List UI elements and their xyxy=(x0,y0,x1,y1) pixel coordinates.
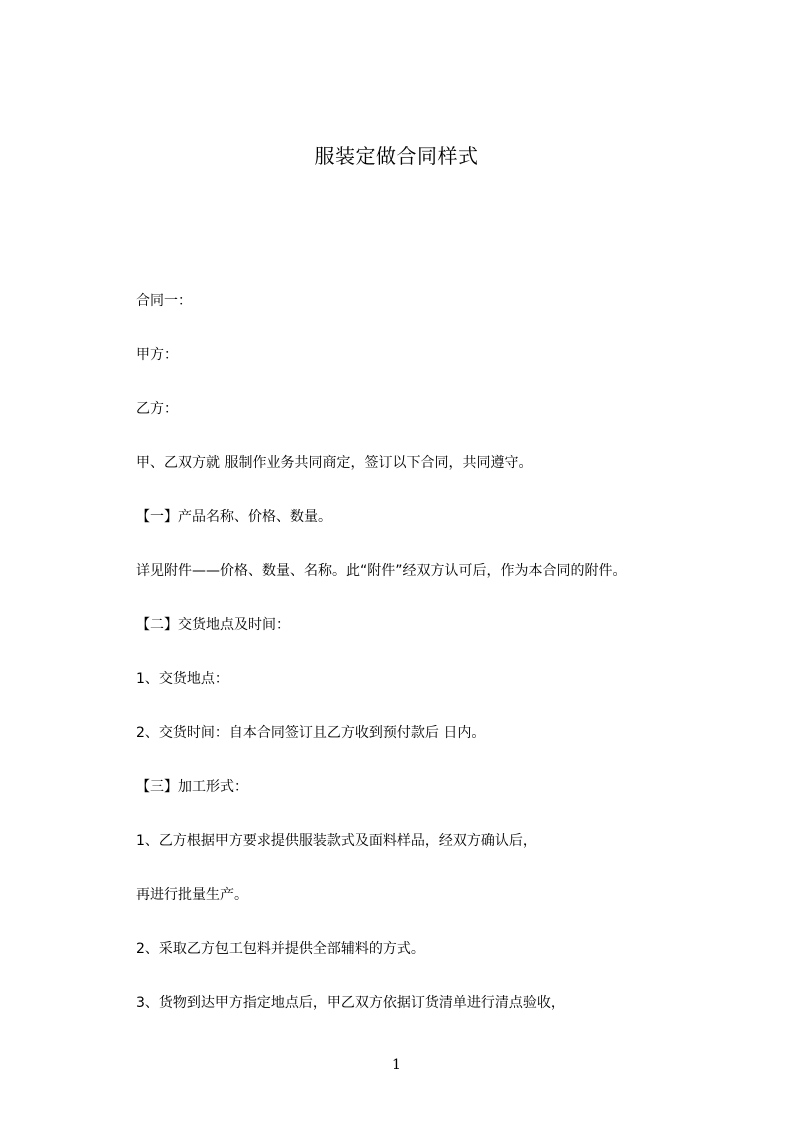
section-heading-2: 【二】交货地点及时间： xyxy=(136,617,290,633)
paragraph-delivery-place: 1、交货地点： xyxy=(136,671,229,687)
page-number: 1 xyxy=(392,1057,401,1073)
paragraph-processing-2: 2、采取乙方包工包料并提供全部辅料的方式。 xyxy=(136,941,425,957)
section-heading-3: 【三】加工形式： xyxy=(136,779,248,795)
paragraph-agreement: 甲、乙双方就 服制作业务共同商定，签订以下合同，共同遵守。 xyxy=(136,455,533,471)
paragraph-processing-1: 1、乙方根据甲方要求提供服装款式及面料样品，经双方确认后， xyxy=(136,833,537,849)
section-heading-1: 【一】产品名称、价格、数量。 xyxy=(136,509,332,525)
paragraph-party-b: 乙方： xyxy=(136,401,178,417)
document-title: 服装定做合同样式 xyxy=(314,144,479,168)
paragraph-party-a: 甲方： xyxy=(136,347,178,363)
paragraph-processing-1-cont: 再进行批量生产。 xyxy=(136,887,248,903)
paragraph-contract-label: 合同一： xyxy=(136,293,192,309)
paragraph-delivery-time: 2、交货时间：自本合同签订且乙方收到预付款后 日内。 xyxy=(136,725,486,741)
paragraph-attachment: 详见附件——价格、数量、名称。此“附件”经双方认可后，作为本合同的附件。 xyxy=(136,563,627,579)
paragraph-processing-3: 3、货物到达甲方指定地点后，甲乙双方依据订货清单进行清点验收， xyxy=(136,995,565,1011)
